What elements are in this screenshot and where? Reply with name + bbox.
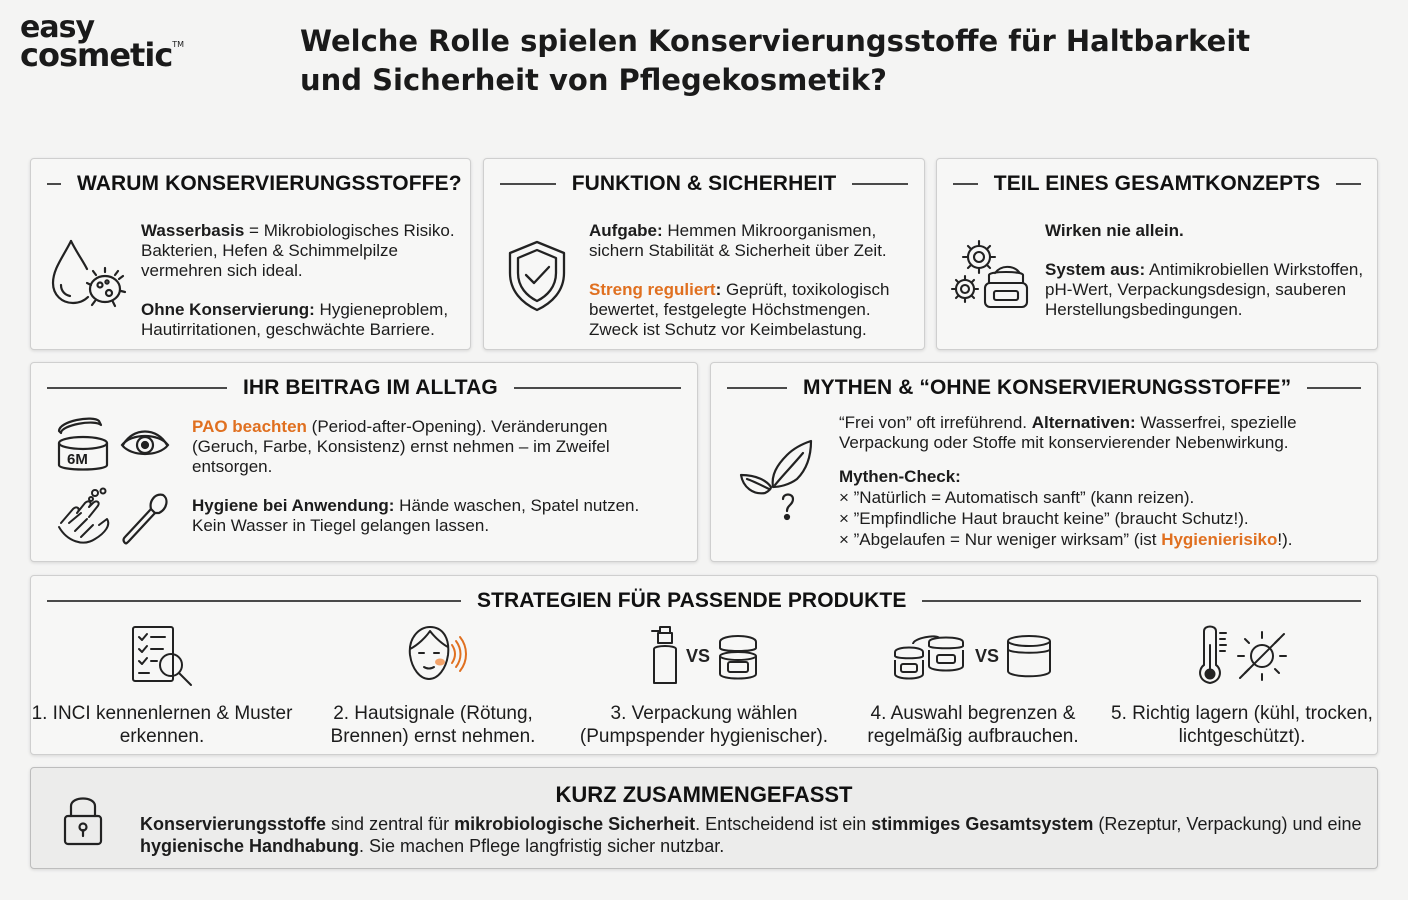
funktion-p2-highlight: Streng reguliert <box>589 280 716 299</box>
card-mythen-heading: MYTHEN & “OHNE KONSERVIERUNGSSTOFFE” <box>803 376 1292 399</box>
gears-jar-icon <box>949 237 1031 311</box>
open-jar-icon <box>55 413 111 473</box>
card-funktion <box>483 158 925 350</box>
summary-bold-3: stimmiges Gesamtsystem <box>871 814 1094 834</box>
summary-text-1: sind zentral für <box>326 814 455 834</box>
mythen-item-1: × ”Natürlich = Automatisch sanft” (kann reizen). <box>839 488 1195 507</box>
card-funktion-header <box>484 171 924 197</box>
page-title <box>300 22 1280 100</box>
card-warum-header <box>31 171 470 197</box>
vs-label-4: VS <box>974 645 999 666</box>
beitrag-p2-bold: Hygiene bei Anwendung: <box>192 496 395 515</box>
summary-bold-2: mikrobiologische Sicherheit <box>454 814 696 834</box>
card-teil-header <box>937 171 1377 197</box>
summary-heading: KURZ ZUSAMMENGEFASST <box>555 782 853 807</box>
brand-logo <box>20 10 185 74</box>
card-teil-heading: TEIL EINES GESAMTKONZEPTS <box>993 172 1321 195</box>
logo-line-1: easy <box>20 10 95 45</box>
thermometer-icon <box>1194 625 1230 687</box>
summary-text-4: . Sie machen Pflege langfristig sicher nutzbar. <box>359 836 725 856</box>
page-title-line-2: und Sicherheit von Pflegekosmetik? <box>300 63 887 97</box>
summary-bold-4: hygienische Handhabung <box>140 836 360 856</box>
mythen-item-2: × ”Empfindliche Haut braucht keine” (braucht Schutz!). <box>839 509 1249 528</box>
cream-jar-icon <box>716 632 760 680</box>
mythen-check-title: Mythen-Check: <box>839 467 961 486</box>
card-warum-heading: WARUM KONSERVIERUNGSSTOFFE? <box>77 172 462 195</box>
strategy-2-label: 2. Hautsignale (Rötung, Brennen) ernst nehmen. <box>330 703 536 747</box>
funktion-p1-bold: Aufgabe: <box>589 221 663 240</box>
vs-label-3: VS <box>685 645 710 666</box>
leaf-question-icon <box>737 435 815 521</box>
single-jar-icon <box>1005 633 1053 679</box>
strategy-item-5 <box>1107 624 1377 748</box>
summary-text <box>140 813 1370 857</box>
page-title-line-1: Welche Rolle spielen Konservierungsstoffe für Haltbarkeit <box>300 24 1251 58</box>
shield-check-icon <box>506 239 568 313</box>
strategy-1-label: 1. INCI kennenlernen & Muster erkennen. <box>31 703 293 747</box>
eye-icon <box>119 425 171 465</box>
card-strategien-header <box>31 588 1377 614</box>
mythen-item-3-b: !). <box>1277 530 1293 549</box>
warum-p1-text: = Mikrobiologisches Risiko. Bakterien, Hefen & Schimmelpilze vermehren sich ideal. <box>141 221 455 280</box>
summary-bold-1: Konservierungsstoffe <box>140 814 327 834</box>
strategy-3-label: 3. Verpackung wählen (Pumpspender hygienischer). <box>579 703 829 747</box>
beitrag-p1-highlight: PAO beachten <box>192 417 307 436</box>
logo-trademark: TM <box>172 40 185 49</box>
strategy-4-label: 4. Auswahl begrenzen & regelmäßig aufbrauchen. <box>867 703 1079 747</box>
strategy-item-3 <box>569 624 839 748</box>
strategy-item-2 <box>298 624 568 748</box>
summary-text-3: (Rezeptur, Verpackung) und eine <box>1093 814 1362 834</box>
card-strategien-heading: STRATEGIEN FÜR PASSENDE PRODUKTE <box>477 589 907 612</box>
funktion-p1-text: Hemmen Mikroorganismen, sichern Stabilität & Sicherheit über Zeit. <box>589 221 887 260</box>
beitrag-p1-text: (Period-after-Opening). Veränderungen (Geruch, Farbe, Konsistenz) ernst nehmen – im Zweifel entsorgen. <box>192 417 610 476</box>
warum-p1-bold: Wasserbasis <box>141 221 245 240</box>
card-beitrag-heading: IHR BEITRAG IM ALLTAG <box>243 376 498 399</box>
logo-line-2: cosmetic <box>20 36 173 74</box>
mythen-item-3-highlight: Hygienierisiko <box>1161 530 1278 549</box>
mythen-item-3-a: × ”Abgelaufen = Nur weniger wirksam” (ist <box>839 530 1162 549</box>
checklist-magnifier-icon <box>129 625 195 687</box>
pump-bottle-icon <box>648 625 680 687</box>
water-drop-bacteria-icon <box>49 235 129 311</box>
pao-label: 6M <box>67 451 88 468</box>
summary-text-2: . Entscheidend ist ein <box>695 814 872 834</box>
funktion-p2-colon: : <box>715 280 722 299</box>
mythen-p1-text-a: “Frei von” oft irreführend. <box>839 413 1032 432</box>
mythen-p1-text-b: Wasserfrei, spezielle Verpackung oder Stoffe mit konservierender Nebenwirkung. <box>839 413 1297 452</box>
funktion-p2-text: Geprüft, toxikologisch bewertet, festgelegte Höchstmengen. Zweck ist Schutz vor Keimbelastung. <box>589 280 890 339</box>
face-redness-icon <box>398 625 468 687</box>
strategy-item-4 <box>838 624 1108 748</box>
card-beitrag <box>30 362 698 562</box>
teil-p2-text: Antimikrobiellen Wirkstoffen, pH-Wert, Verpackungsdesign, sauberen Herstellungsbedingungen. <box>1045 260 1364 319</box>
card-mythen-header <box>711 375 1377 401</box>
no-sun-icon <box>1234 628 1290 684</box>
many-jars-icon <box>893 630 969 682</box>
padlock-icon <box>61 792 105 848</box>
warum-p2-bold: Ohne Konservierung: <box>141 300 315 319</box>
card-summary <box>30 767 1378 869</box>
teil-p1-bold: Wirken nie allein. <box>1045 221 1184 240</box>
card-funktion-heading: FUNKTION & SICHERHEIT <box>571 172 837 195</box>
card-teil <box>936 158 1378 350</box>
card-beitrag-header <box>31 375 697 401</box>
beitrag-p2-text: Hände waschen, Spatel nutzen. Kein Wasser in Tiegel gelangen lassen. <box>192 496 640 535</box>
strategy-5-label: 5. Richtig lagern (kühl, trocken, lichtgeschützt). <box>1111 703 1373 747</box>
spatula-icon <box>119 491 171 547</box>
hand-wash-icon <box>55 487 115 549</box>
strategy-item-1 <box>27 624 297 748</box>
card-mythen <box>710 362 1378 562</box>
mythen-p1-bold: Alternativen: <box>1031 413 1136 432</box>
warum-p2-text: Hygieneproblem, Hautirritationen, geschwächte Barriere. <box>141 300 449 339</box>
teil-p2-bold: System aus: <box>1045 260 1146 279</box>
card-warum <box>30 158 471 350</box>
